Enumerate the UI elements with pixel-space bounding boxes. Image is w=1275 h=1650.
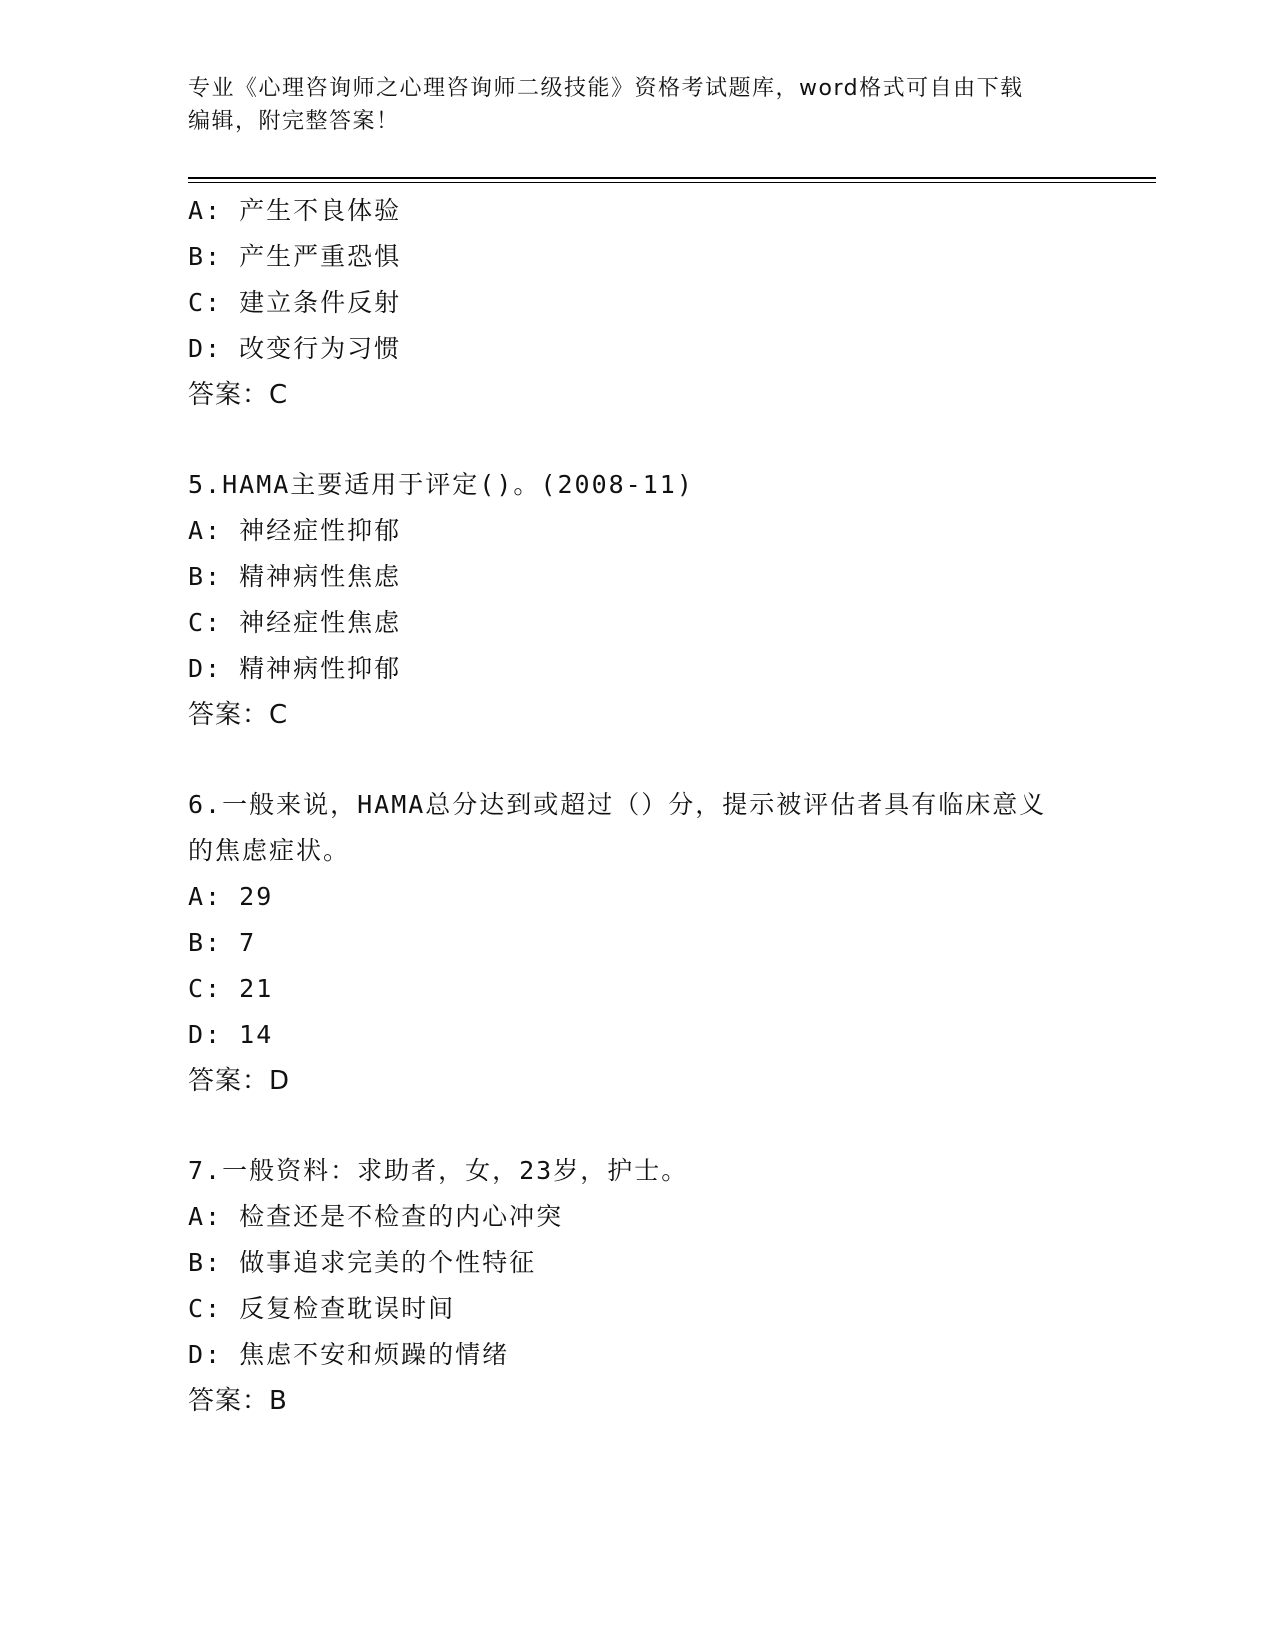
- question-list: [188, 188, 1088, 1424]
- answer-line: 答案：C: [188, 380, 289, 410]
- question-text: 6.一般来说，HAMA总分达到或超过（）分，提示被评估者具有临床意义的焦虑症状。: [188, 790, 1047, 865]
- option-b: B: 7: [188, 928, 257, 957]
- spacer: [188, 1104, 1088, 1148]
- option-d: D: 改变行为习惯: [188, 334, 402, 363]
- option-d: D: 焦虑不安和烦躁的情绪: [188, 1340, 510, 1369]
- option-b: B: 做事追求完美的个性特征: [188, 1248, 537, 1277]
- option-a: A: 29: [188, 882, 274, 911]
- header-divider: [188, 177, 1156, 179]
- answer-line: 答案：B: [188, 1386, 288, 1416]
- option-c: C: 神经症性焦虑: [188, 608, 402, 637]
- question-block-7: [188, 1148, 1088, 1424]
- header-line-2: 编辑，附完整答案！: [188, 109, 400, 134]
- option-c: C: 21: [188, 974, 274, 1003]
- option-b: B: 产生严重恐惧: [188, 242, 402, 271]
- answer-line: 答案：D: [188, 1066, 291, 1096]
- option-d: D: 14: [188, 1020, 274, 1049]
- spacer: [188, 418, 1088, 462]
- question-text: 5.HAMA主要适用于评定()。(2008-11): [188, 470, 694, 499]
- option-a: A: 检查还是不检查的内心冲突: [188, 1202, 564, 1231]
- question-text: 7.一般资料：求助者，女，23岁，护士。: [188, 1156, 689, 1185]
- document-header: [188, 72, 1068, 138]
- option-c: C: 建立条件反射: [188, 288, 402, 317]
- question-block-6: [188, 782, 1088, 1104]
- option-a: A: 神经症性抑郁: [188, 516, 402, 545]
- header-divider-thin: [188, 182, 1156, 183]
- option-b: B: 精神病性焦虑: [188, 562, 402, 591]
- option-d: D: 精神病性抑郁: [188, 654, 402, 683]
- option-c: C: 反复检查耽误时间: [188, 1294, 456, 1323]
- option-a: A: 产生不良体验: [188, 196, 402, 225]
- header-line-1: 专业《心理咨询师之心理咨询师二级技能》资格考试题库，word格式可自由下载: [188, 76, 1024, 101]
- question-block-4: [188, 188, 1088, 418]
- answer-line: 答案：C: [188, 700, 289, 730]
- spacer: [188, 738, 1088, 782]
- question-block-5: [188, 462, 1088, 738]
